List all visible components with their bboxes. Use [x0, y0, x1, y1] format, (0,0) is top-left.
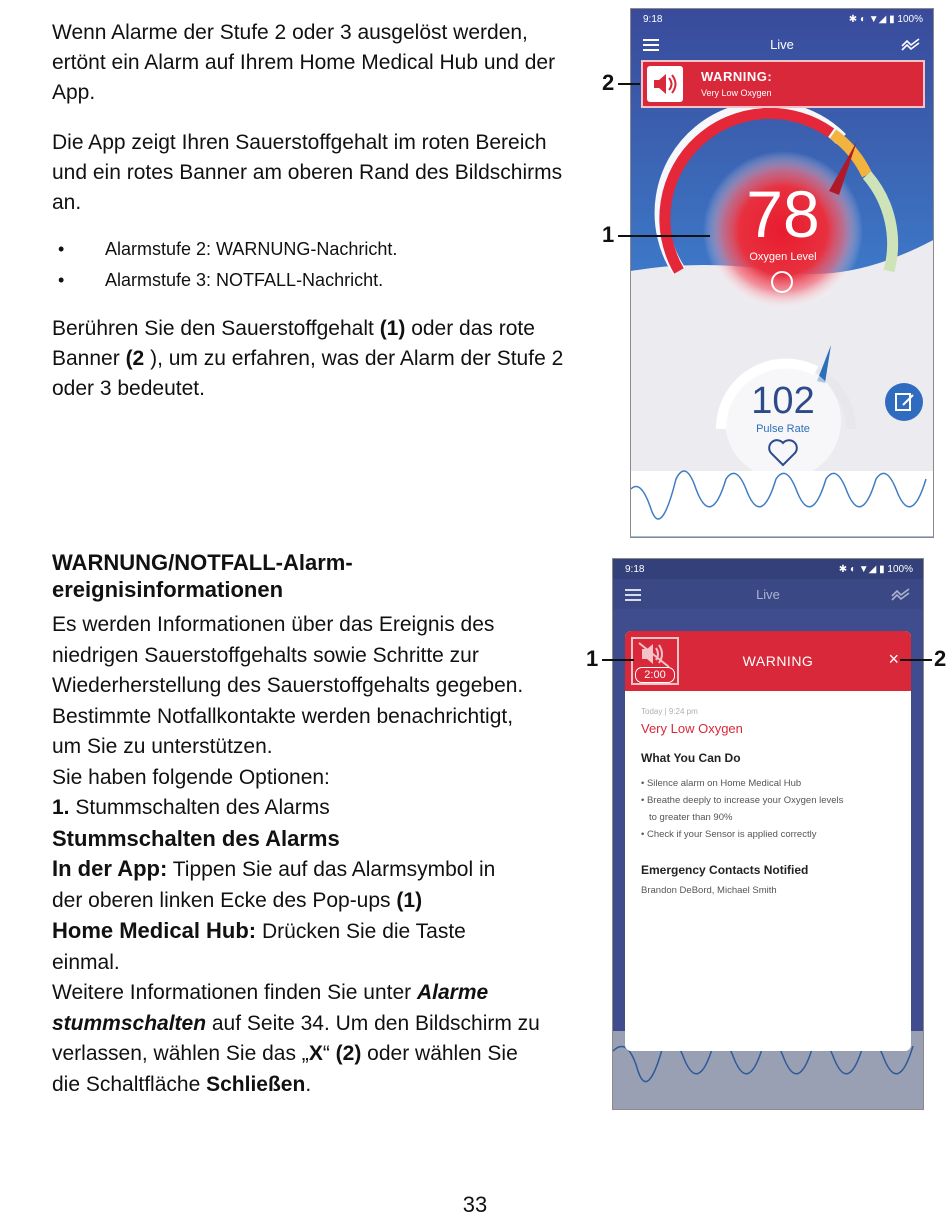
list-item: • Alarmstufe 2: WARNUNG-Nachricht.	[58, 239, 398, 259]
list-item: • Silence alarm on Home Medical Hub	[641, 778, 802, 789]
callout-1: 1	[586, 646, 599, 671]
status-icons: ✱ ◐ ▼◢ ▮	[848, 14, 898, 25]
status-bar: 9:18 ✱ ◐ ▼◢ ▮ 100%	[643, 14, 923, 25]
app-title: Live	[756, 587, 780, 602]
silence-timer: 2:00	[635, 667, 675, 683]
close-icon[interactable]: ×	[888, 649, 899, 669]
intro-paragraph-1: Wenn Alarme der Stufe 2 oder 3 ausgelöst werden, ertönt ein Alarm auf Ihrem Home Medical Hub und der App.	[52, 21, 556, 104]
edit-button[interactable]	[885, 383, 923, 421]
muted-sound-icon	[633, 639, 677, 669]
callout-line	[602, 659, 634, 661]
callout-line	[618, 83, 640, 85]
callout-line	[900, 659, 932, 661]
trend-icon[interactable]	[891, 587, 911, 601]
warning-banner[interactable]	[641, 60, 925, 108]
list-item: • Breathe deeply to increase your Oxygen levels	[641, 795, 844, 806]
oxygen-value[interactable]: 78	[746, 177, 820, 251]
banner-subtitle: Very Low Oxygen	[701, 88, 772, 98]
page-number: 33	[462, 1192, 488, 1217]
link-alarme[interactable]: Alarme	[417, 981, 489, 1004]
intro-paragraph-3: Berühren Sie den Sauerstoffgehalt (1) oder das rote Banner (2 ), um zu erfahren, was der Alarm der Stufe 2 oder 3 bedeutet.	[52, 317, 564, 400]
app-bar	[631, 29, 933, 59]
section-title: WARNUNG/NOTFALL-Alarm- ereignisinformationen	[52, 550, 353, 602]
todo-list	[641, 775, 903, 843]
phone-screenshot-popup	[612, 558, 924, 1110]
callout-2: 2	[934, 646, 947, 671]
event-date: Today | 9:24 pm	[641, 707, 698, 716]
trend-icon[interactable]	[901, 37, 921, 51]
callout-2: 2	[602, 70, 615, 95]
event-title: Very Low Oxygen	[641, 721, 743, 736]
section-body: Es werden Informationen über das Ereignis des niedrigen Sauerstoffgehalts sowie Schritte zur Wiederherstellung des Sauerstoffgehalts gegeben. Bestimmte Notfallkontakte werden benachrichtigt, um Sie zu unterstützen. Sie haben folgende Optionen: 1. Stummschalten des Alarms Stummschalten des Alarms In der App: Tippen Sie auf das Alarmsymbol in der oberen linken Ecke des Pop-ups (1) Home Medical Hub: Drücken Sie die Taste einmal. Weitere Informationen finden Sie unter Alarme stummschalten auf Seite 34. Um den Bildschirm zu verlassen, wählen Sie das „X“ (2) oder wählen Sie die Schaltfläche Schließen.	[52, 610, 572, 1100]
sound-icon	[647, 66, 683, 102]
app-bar	[613, 579, 923, 609]
app-title: Live	[770, 37, 794, 52]
callout-1: 1	[602, 222, 615, 247]
alarm-level-list	[52, 234, 572, 296]
oxygen-label: Oxygen Level	[749, 251, 817, 263]
oxygen-sensor-icon	[771, 271, 793, 293]
list-item: • Check if your Sensor is applied correctly	[641, 829, 817, 840]
pulse-value[interactable]: 102	[751, 380, 815, 422]
intro-paragraph-2: Die App zeigt Ihren Sauerstoffgehalt im roten Bereich und ein rotes Banner am oberen Rand des Bildschirms an.	[52, 131, 563, 214]
pulse-label: Pulse Rate	[756, 423, 810, 435]
callout-line	[618, 235, 710, 237]
heart-icon	[771, 439, 795, 463]
contacts-list: Brandon DeBord, Michael Smith	[641, 885, 777, 896]
edit-icon	[885, 383, 923, 421]
list-item: to greater than 90%	[649, 812, 733, 823]
popup-title: WARNING	[742, 653, 814, 669]
banner-title: WARNING:	[701, 69, 773, 84]
todo-heading: What You Can Do	[641, 751, 741, 765]
contacts-heading: Emergency Contacts Notified	[641, 863, 809, 877]
phone-screenshot-live	[630, 8, 934, 538]
silence-alarm-button[interactable]	[631, 637, 679, 685]
list-item: • Alarmstufe 3: NOTFALL-Nachricht.	[58, 270, 384, 290]
popup-header	[625, 631, 911, 691]
status-icons: ✱ ◐ ▼◢ ▮	[838, 564, 888, 575]
alarm-popup	[625, 631, 911, 1051]
link-stummschalten[interactable]: stummschalten	[52, 1011, 207, 1035]
status-bar: 9:18 ✱ ◐ ▼◢ ▮ 100%	[613, 559, 923, 579]
silence-heading: Stummschalten des Alarms	[52, 825, 340, 851]
